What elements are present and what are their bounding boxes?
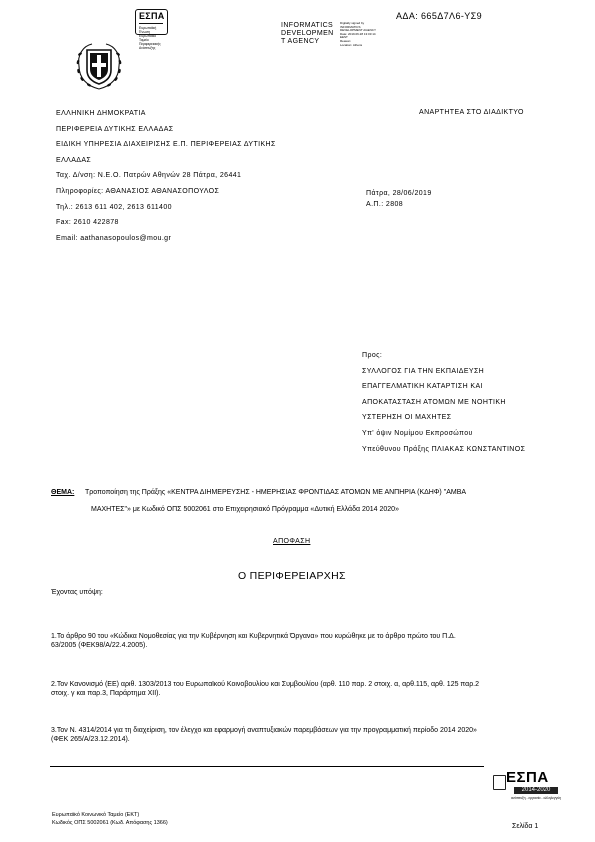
recipient-line: ΥΣΤΕΡΗΣΗ ΟΙ ΜΑΧΗΤΕΣ: [362, 414, 452, 422]
espa-logo-bottom-years: 2014-2020: [514, 787, 558, 794]
signature-fineprint: Digitally signed by INFORMATICS DEVELOPMENT AGENCY Date: 2019.06.28 13:03:14 EEST Reason: Location: Athens: [340, 21, 376, 47]
sender-line: Fax: 2610 422878: [56, 219, 119, 227]
ada-code: ΑΔΑ: 665Δ7Λ6-ΥΣ9: [396, 11, 483, 21]
footer-fund: Ευρωπαϊκό Κοινωνικό Ταμείο (ΕΚΤ): [52, 812, 140, 818]
sender-line: Πληροφορίες: ΑΘΑΝΑΣΙΟΣ ΑΘΑΝΑΣΟΠΟΥΛΟΣ: [56, 187, 220, 195]
page-number: Σελίδα 1: [512, 823, 539, 830]
protocol-number: Α.Π.: 2808: [366, 201, 404, 208]
sender-line: ΠΕΡΙΦΕΡΕΙΑ ΔΥΤΙΚΗΣ ΕΛΛΑΔΑΣ: [56, 125, 174, 133]
subject-label: ΘΕΜΑ:: [51, 489, 75, 496]
sender-line: ΕΛΛΑΔΑΣ: [56, 156, 92, 164]
legal-item: [51, 632, 551, 650]
signature-name: INFORMATICS DEVELOPMEN T AGENCY: [281, 22, 334, 45]
recipient-line: ΣΥΛΛΟΓΟΣ ΓΙΑ ΤΗΝ ΕΚΠΑΙΔΕΥΣΗ: [362, 367, 485, 375]
legal-item: [51, 726, 551, 744]
espa-logo-top: [135, 9, 168, 50]
subject-line-2: ΜΑΧΗΤΕΣ"» με Κωδικό ΟΠΣ 5002061 στο Επιχειρησιακό Πρόγραμμα «Δυτική Ελλάδα 2014 2020»: [91, 506, 399, 513]
recipient-line: Υπεύθυνου Πράξης ΠΛΙΑΚΑΣ ΚΩΝΣΤΑΝΤΙΝΟΣ: [362, 445, 526, 453]
legal-item-line: 2.Τον Κανονισμό (ΕΕ) αριθ. 1303/2013 του Ευρωπαϊκού Κοινοβουλίου και Συμβουλίου (αρθ. 110 παρ. 2 στοιχ. α, αρθ.115, αρθ. 125 παρ.2: [51, 681, 480, 688]
recipient-block: [362, 348, 592, 457]
posting-note: ΑΝΑΡΤΗΤΕΑ ΣΤΟ ΔΙΑΔΙΚΤΥΟ: [419, 109, 524, 116]
espa-logo-top-divider: [139, 23, 163, 24]
sender-line: ΕΛΛΗΝΙΚΗ ΔΗΜΟΚΡΑΤΙΑ: [56, 110, 146, 117]
recipient-line: Υπ' όψιν Νομίμου Εκπροσώπου: [362, 429, 473, 437]
espa-logo-top-word: ΕΣΠΑ: [139, 11, 165, 21]
considering-label: Έχοντας υπόψη:: [51, 589, 103, 596]
document-date: Πάτρα, 28/06/2019: [366, 190, 432, 197]
espa-logo-bottom-slogan: ανάπτυξη - εργασία - αλληλεγγύη: [510, 796, 562, 800]
eu-flag-icon: [493, 775, 506, 790]
greek-coat-of-arms-icon: [73, 40, 125, 92]
legal-item-line: στοιχ. γ και παρ.3, Παράρτημα XII).: [51, 690, 161, 697]
footer-project-code: Κωδικός ΟΠΣ 5002061 (Κωδ. Απόφασης 1366): [52, 820, 168, 826]
decision-heading: ΑΠΟΦΑΣΗ: [273, 538, 311, 545]
espa-logo-top-slogan: Ευρωπαϊκή Ένωση Ευρωπαϊκό Ταμείο Περιφερειακής Ανάπτυξης: [139, 26, 161, 50]
legal-item-line: (ΦΕΚ 265/Α/23.12.2014).: [51, 736, 130, 743]
legal-item-line: 3.Τον Ν. 4314/2014 για τη διαχείριση, τον έλεγχο και εφαρμογή αναπτυξιακών παρεμβάσεων για την προγραμματική περίοδο 2014 2020»: [51, 727, 477, 734]
sender-line: Ταχ. Δ/νση: Ν.Ε.Ο. Πατρών Αθηνών 28 Πάτρα, 26441: [56, 172, 242, 180]
recipient-line: ΑΠΟΚΑΤΑΣΤΑΣΗ ΑΤΟΜΩΝ ΜΕ ΝΟΗΤΙΚΗ: [362, 398, 506, 406]
legal-item-line: 63/2005 (ΦΕΚ98/Α/22.4.2005).: [51, 642, 148, 649]
footer-divider: [50, 766, 484, 767]
recipient-label: Προς:: [362, 352, 383, 359]
legal-item-line: 1.Το άρθρο 90 του «Κώδικα Νομοθεσίας για την Κυβέρνηση και Κυβερνητικά Όργανα» που κυρώθηκε με το άρθρο πρώτο του Π.Δ.: [51, 633, 456, 640]
espa-logo-bottom: [492, 769, 564, 809]
authority-heading: Ο ΠΕΡΙΦΕΡΕΙΑΡΧΗΣ: [238, 570, 346, 582]
legal-item: [51, 680, 551, 698]
sender-line: Τηλ.: 2613 611 402, 2613 611400: [56, 203, 172, 211]
sender-line: ΕΙΔΙΚΗ ΥΠΗΡΕΣΙΑ ΔΙΑΧΕΙΡΙΣΗΣ Ε.Π. ΠΕΡΙΦΕΡΕΙΑΣ ΔΥΤΙΚΗΣ: [56, 141, 276, 149]
sender-email[interactable]: Email: aathanasopoulos@mou.gr: [56, 234, 172, 242]
recipient-line: ΕΠΑΓΓΕΛΜΑΤΙΚΗ ΚΑΤΑΡΤΙΣΗ ΚΑΙ: [362, 383, 483, 391]
subject-line-1: Τροποποίηση της Πράξης «ΚΕΝΤΡΑ ΔΙΗΜΕΡΕΥΣΗΣ - ΗΜΕΡΗΣΙΑΣ ΦΡΟΝΤΙΔΑΣ ΑΤΟΜΩΝ ΜΕ ΑΝΠΗΡΙΑ (ΚΔΗΦ) "ΑΜΒΑ: [85, 489, 467, 496]
espa-logo-bottom-word: ΕΣΠΑ: [506, 769, 549, 786]
sender-block: [56, 106, 346, 246]
